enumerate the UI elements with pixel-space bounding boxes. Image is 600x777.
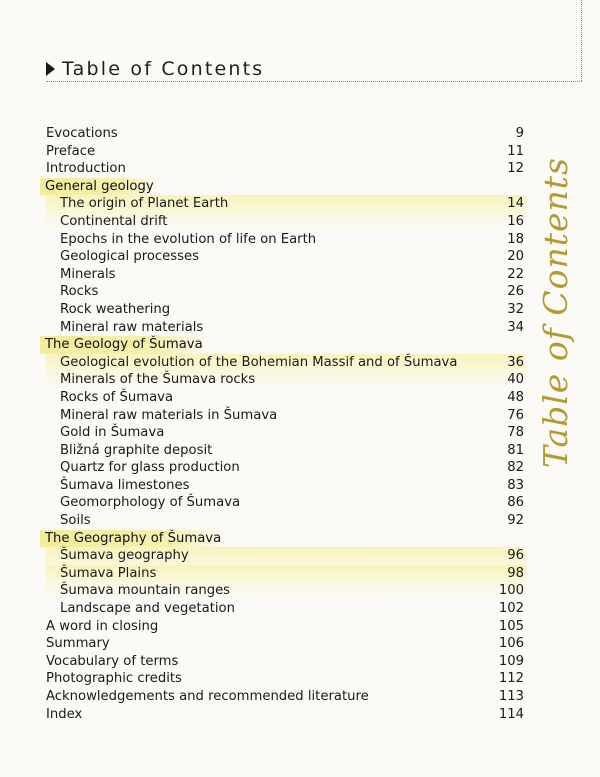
- toc-entry[interactable]: [46, 459, 526, 477]
- toc-section-heading: [46, 178, 526, 196]
- toc-entry-label: Introduction: [46, 161, 126, 177]
- toc-page-number: 112: [498, 671, 524, 687]
- toc-page-number: 22: [507, 266, 524, 282]
- toc-entry-label: Quartz for glass production: [60, 460, 240, 476]
- toc-page-number: 106: [498, 636, 524, 652]
- toc-page-number: 109: [498, 653, 524, 669]
- toc-entry[interactable]: [46, 706, 526, 724]
- toc-page-number: 32: [507, 301, 524, 317]
- toc-entry-label: Epochs in the evolution of life on Earth: [60, 231, 317, 247]
- toc-page-number: 86: [507, 495, 524, 511]
- toc-entry[interactable]: [46, 231, 526, 249]
- toc-entry-label: Preface: [46, 143, 96, 159]
- toc-list: [46, 125, 526, 723]
- toc-entry[interactable]: [46, 266, 526, 284]
- toc-page-number: 100: [498, 583, 524, 599]
- toc-entry[interactable]: [46, 670, 526, 688]
- toc-entry[interactable]: [46, 371, 526, 389]
- toc-section-heading: [46, 336, 526, 354]
- toc-entry-label: The Geology of Šumava: [40, 336, 208, 354]
- toc-entry[interactable]: [46, 688, 526, 706]
- toc-entry[interactable]: [46, 301, 526, 319]
- toc-entry-label: Landscape and vegetation: [60, 601, 235, 617]
- toc-entry-label: Summary: [46, 636, 110, 652]
- toc-entry[interactable]: [46, 319, 526, 337]
- toc-entry[interactable]: [46, 407, 526, 425]
- toc-page-number: 26: [507, 284, 524, 300]
- toc-entry[interactable]: [46, 582, 526, 600]
- toc-entry[interactable]: [46, 389, 526, 407]
- toc-page-number: 18: [507, 231, 524, 247]
- toc-page-number: 82: [507, 460, 524, 476]
- toc-entry[interactable]: [46, 635, 526, 653]
- page-title: Table of Contents: [62, 58, 265, 80]
- toc-page-number: 14: [507, 196, 524, 212]
- toc-entry[interactable]: [46, 125, 526, 143]
- toc-entry[interactable]: [46, 143, 526, 161]
- toc-entry-label: Mineral raw materials: [60, 319, 204, 335]
- toc-entry[interactable]: [46, 512, 526, 530]
- toc-entry[interactable]: [46, 547, 526, 565]
- toc-page-number: 9: [515, 126, 524, 141]
- toc-entry-label: Rocks of Šumava: [60, 389, 174, 405]
- toc-entry-label: Minerals of the Šumava rocks: [60, 372, 256, 388]
- toc-entry-label: The origin of Planet Earth: [60, 196, 229, 212]
- side-title-text: Table of Contents: [535, 156, 575, 468]
- toc-page-number: 81: [507, 442, 524, 458]
- toc-entry-label: Geomorphology of Šumava: [60, 495, 241, 511]
- toc-page-number: 20: [507, 249, 524, 265]
- toc-entry-label: Bližná graphite deposit: [60, 442, 213, 458]
- toc-entry-label: Šumava mountain ranges: [60, 583, 231, 599]
- toc-entry-label: Geological processes: [60, 249, 200, 265]
- toc-entry[interactable]: [46, 283, 526, 301]
- toc-entry[interactable]: [46, 424, 526, 442]
- toc-entry-label: Geological evolution of the Bohemian Massif and of Šumava: [60, 354, 458, 370]
- toc-entry-label: Photographic credits: [46, 671, 182, 687]
- toc-entry[interactable]: [46, 354, 526, 372]
- toc-entry[interactable]: [46, 477, 526, 495]
- toc-entry-label: Vocabulary of terms: [46, 653, 179, 669]
- toc-entry-label: Soils: [60, 513, 91, 529]
- toc-entry[interactable]: [46, 600, 526, 618]
- toc-page-number: 12: [507, 161, 524, 177]
- toc-entry-label: Šumava geography: [60, 548, 189, 564]
- toc-entry-label: A word in closing: [46, 618, 159, 634]
- toc-page-number: 92: [507, 513, 524, 529]
- toc-page-number: 96: [507, 548, 524, 564]
- toc-entry-label: Gold in Šumava: [60, 425, 165, 441]
- side-title: [530, 156, 580, 468]
- toc-entry[interactable]: [46, 213, 526, 231]
- toc-entry-label: Rocks: [60, 284, 99, 300]
- toc-page-number: 16: [507, 213, 524, 229]
- toc-page-number: 78: [507, 425, 524, 441]
- toc-page-number: 36: [507, 354, 524, 370]
- dotted-rule-horizontal: [46, 81, 582, 82]
- toc-page-number: 83: [507, 477, 524, 493]
- arrow-right-icon: [46, 62, 55, 76]
- toc-page-number: 114: [498, 706, 524, 722]
- toc-entry-label: The Geography of Šumava: [40, 530, 226, 548]
- toc-entry-label: Šumava limestones: [60, 477, 190, 493]
- page-header: [46, 58, 264, 80]
- toc-page-number: 76: [507, 407, 524, 423]
- toc-section-heading: [46, 530, 526, 548]
- toc-entry-label: Evocations: [46, 126, 118, 141]
- toc-entry[interactable]: [46, 195, 526, 213]
- toc-entry[interactable]: [46, 565, 526, 583]
- toc-entry-label: Mineral raw materials in Šumava: [60, 407, 278, 423]
- toc-page-number: 105: [498, 618, 524, 634]
- toc-page-number: 34: [507, 319, 524, 335]
- toc-page-number: 48: [507, 389, 524, 405]
- toc-entry[interactable]: [46, 442, 526, 460]
- toc-page-number: 102: [498, 601, 524, 617]
- toc-entry-label: Continental drift: [60, 213, 168, 229]
- toc-page-number: 98: [507, 565, 524, 581]
- toc-page-number: 113: [498, 689, 524, 704]
- toc-entry[interactable]: [46, 618, 526, 636]
- toc-entry-label: Acknowledgements and recommended literature: [46, 689, 369, 704]
- toc-entry[interactable]: [46, 494, 526, 512]
- toc-entry-label: General geology: [40, 178, 159, 196]
- dotted-rule-vertical: [581, 0, 582, 81]
- toc-entry[interactable]: [46, 160, 526, 178]
- toc-page-number: 11: [507, 143, 524, 159]
- toc-entry-label: Index: [46, 706, 83, 722]
- toc-page-number: 40: [507, 372, 524, 388]
- toc-entry[interactable]: [46, 653, 526, 671]
- toc-entry-label: Minerals: [60, 266, 116, 282]
- toc-entry[interactable]: [46, 248, 526, 266]
- toc-entry-label: Šumava Plains: [60, 565, 157, 581]
- toc-entry-label: Rock weathering: [60, 301, 171, 317]
